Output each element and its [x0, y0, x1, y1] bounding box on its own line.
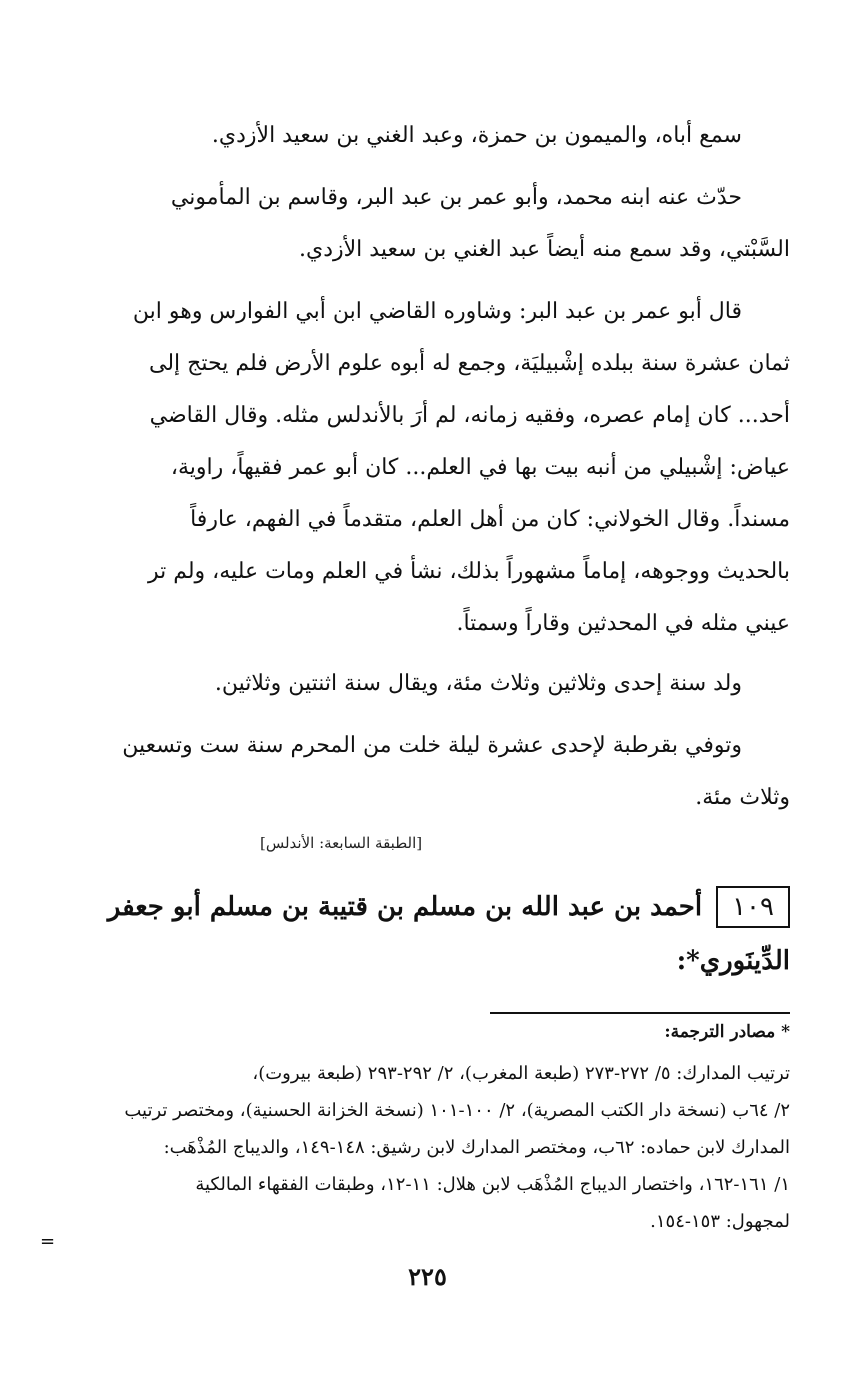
entry-heading: [78, 880, 790, 988]
text-line: ولد سنة إحدى وثلاثين وثلاث مئة، ويقال سنة اثنتين وثلاثين.: [214, 671, 742, 696]
footnote-body: [78, 1055, 790, 1240]
text-line: مسنداً. وقال الخولاني: كان من أهل العلم، متقدماً في الفهم، عارفاً: [190, 507, 790, 532]
text-line: قال أبو عمر بن عبد البر: وشاوره القاضي ابن أبي الفوارس وهو ابن: [132, 299, 742, 324]
paragraph-2: [78, 172, 790, 276]
footnote-line: ترتيب المدارك: ٥/ ٢٧٢-٢٧٣ (طبعة المغرب)، ٢/ ٢٩٢-٢٩٣ (طبعة بيروت)،: [252, 1063, 790, 1084]
text-line: عياض: إشْبيلي من أنبه بيت بها في العلم... كان أبو عمر فقيهاً، راوية،: [170, 455, 790, 480]
text-line: عيني مثله في المحدثين وقاراً وسمتاً.: [456, 611, 790, 636]
text-line: ثمان عشرة سنة ببلده إشْبيليَة، وجمع له أبوه علوم الأرض فلم يحتج إلى: [149, 351, 790, 376]
footnote-heading: * مصادر الترجمة:: [664, 1022, 790, 1042]
paragraph-3: [78, 286, 790, 650]
entry-title: أحمد بن عبد الله بن مسلم بن قتيبة بن مسلم أبو جعفر: [107, 892, 703, 922]
continuation-mark: =: [40, 1231, 56, 1252]
entry-number-box: ١٠٩: [716, 886, 790, 928]
footnote-line: لمجهول: ١٥٣-١٥٤.: [650, 1211, 790, 1232]
text-line: حدّث عنه ابنه محمد، وأبو عمر بن عبد البر، وقاسم بن المأموني: [170, 185, 742, 210]
section-tag: [الطبقة السابعة: الأندلس]: [260, 834, 423, 852]
entry-title-continued: الدِّينَوري*:: [676, 946, 790, 976]
footnote-line: المدارك لابن حماده: ٦٢ب، ومختصر المدارك لابن رشيق: ١٤٨-١٤٩، والديباج المُذْهَب:: [163, 1137, 790, 1158]
footnote-line: ٢/ ٦٤ب (نسخة دار الكتب المصرية)، ٢/ ١٠٠-١٠١ (نسخة الخزانة الحسنية)، ومختصر ترتيب: [124, 1100, 790, 1121]
page-number: ٢٢٥: [408, 1262, 447, 1291]
text-line: أحد... كان إمام عصره، وفقيه زمانه، لم أرَ بالأندلس مثله. وقال القاضي: [149, 403, 790, 428]
text-line: بالحديث ووجوهه، إماماً مشهوراً بذلك، نشأ في العلم ومات عليه، ولم تر: [147, 559, 790, 584]
paragraph-1: [78, 110, 790, 162]
text-line: وتوفي بقرطبة لإحدى عشرة ليلة خلت من المحرم سنة ست وتسعين: [122, 733, 742, 758]
text-line: سمع أباه، والميمون بن حمزة، وعبد الغني بن سعيد الأزدي.: [211, 123, 742, 148]
footnote-divider: [490, 1012, 790, 1014]
text-line: وثلاث مئة.: [695, 785, 790, 810]
text-line: السَّبْتي، وقد سمع منه أيضاً عبد الغني بن سعيد الأزدي.: [299, 237, 790, 262]
paragraph-5: [78, 720, 790, 824]
footnote-line: ١/ ١٦١-١٦٢، واختصار الديباج المُذْهَب لابن هلال: ١١-١٢، وطبقات الفقهاء المالكية: [195, 1174, 790, 1195]
paragraph-4: [78, 658, 790, 710]
